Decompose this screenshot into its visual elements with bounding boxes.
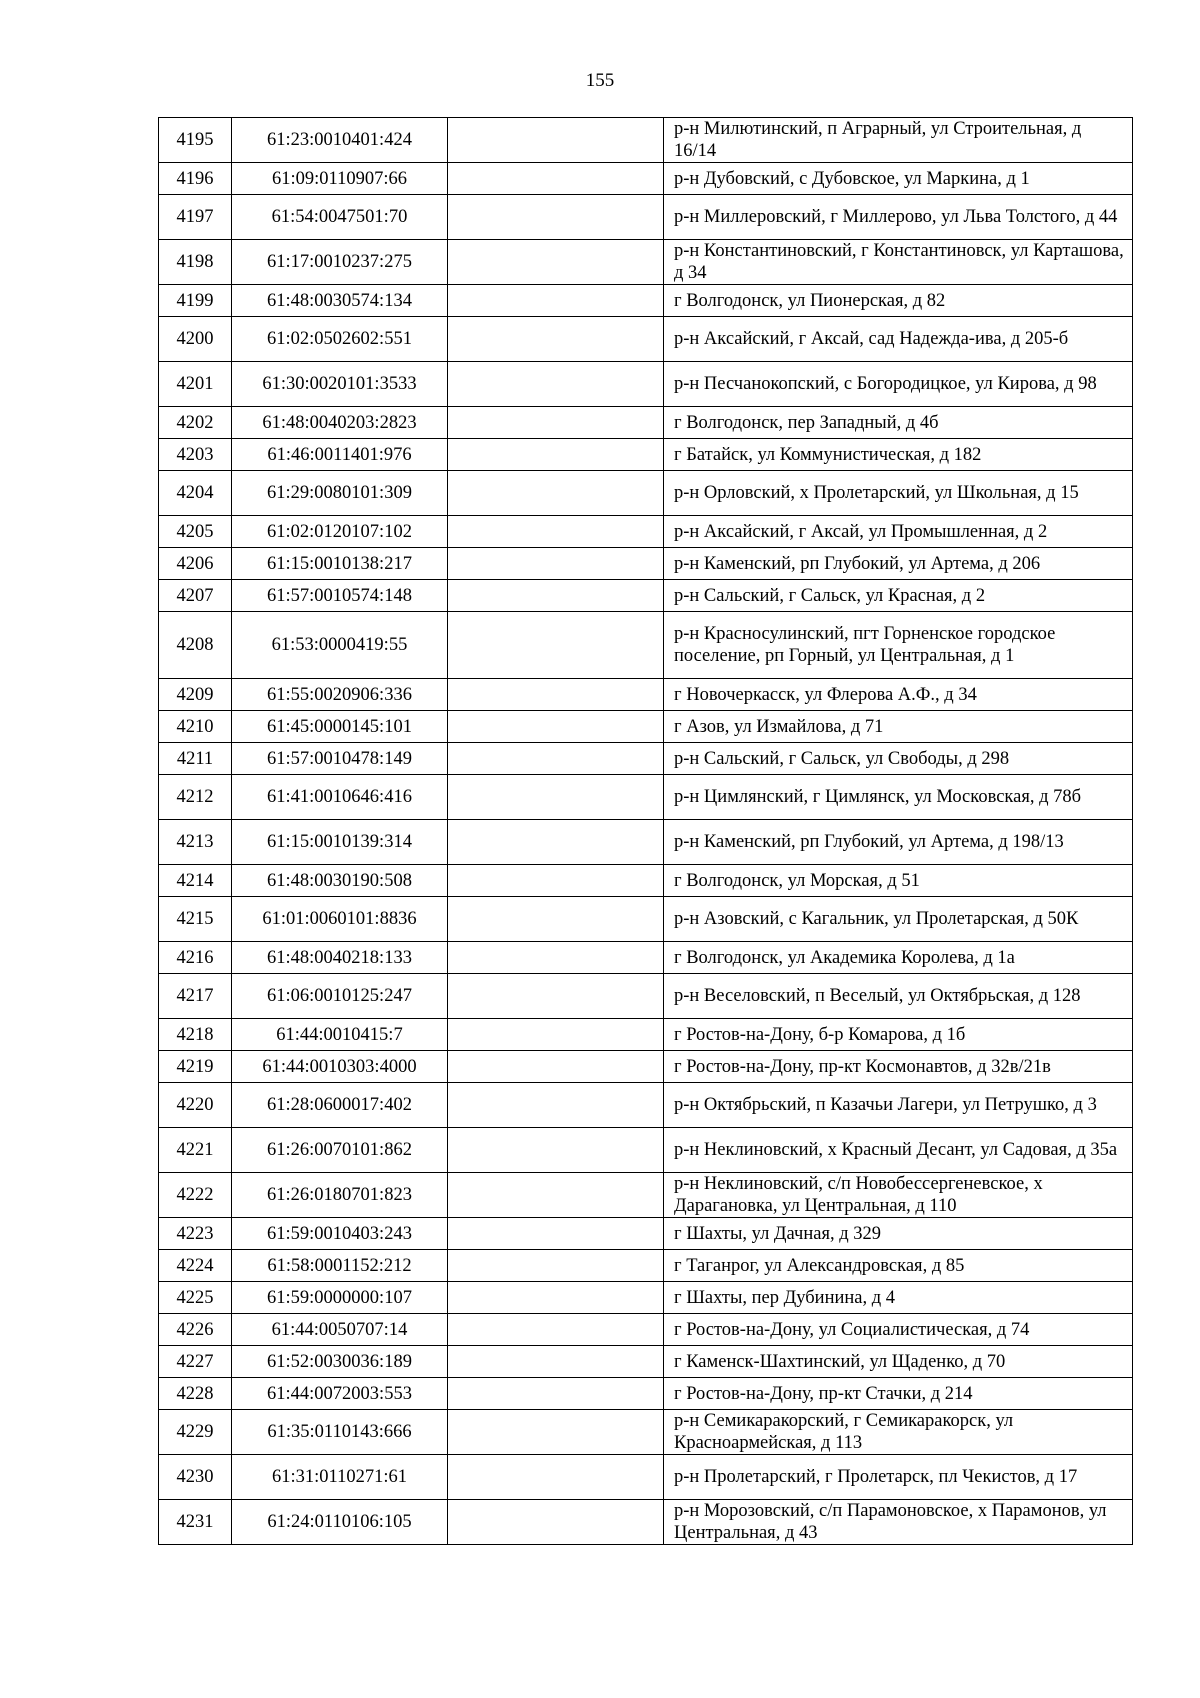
address-cell: р-н Милютинский, п Аграрный, ул Строительная, д 16/14 — [664, 118, 1133, 163]
empty-cell — [448, 548, 664, 580]
empty-cell — [448, 439, 664, 471]
table-row — [159, 580, 1133, 612]
row-number-cell: 4201 — [159, 362, 232, 407]
table-row — [159, 897, 1133, 942]
address-cell: р-н Дубовский, с Дубовское, ул Маркина, д 1 — [664, 163, 1133, 195]
cadastral-number-cell: 61:44:0010303:4000 — [232, 1051, 448, 1083]
cadastral-number-cell: 61:02:0502602:551 — [232, 317, 448, 362]
address-cell: р-н Неклиновский, х Красный Десант, ул Садовая, д 35а — [664, 1128, 1133, 1173]
empty-cell — [448, 711, 664, 743]
table-row — [159, 195, 1133, 240]
row-number-cell: 4208 — [159, 612, 232, 679]
empty-cell — [448, 195, 664, 240]
cadastral-number-cell: 61:23:0010401:424 — [232, 118, 448, 163]
address-cell: г Шахты, ул Дачная, д 329 — [664, 1218, 1133, 1250]
address-cell: р-н Каменский, рп Глубокий, ул Артема, д 198/13 — [664, 820, 1133, 865]
row-number-cell: 4215 — [159, 897, 232, 942]
address-cell: г Батайск, ул Коммунистическая, д 182 — [664, 439, 1133, 471]
cadastral-number-cell: 61:52:0030036:189 — [232, 1346, 448, 1378]
cadastral-number-cell: 61:59:0010403:243 — [232, 1218, 448, 1250]
table-row — [159, 1282, 1133, 1314]
address-cell: г Волгодонск, ул Академика Королева, д 1а — [664, 942, 1133, 974]
row-number-cell: 4227 — [159, 1346, 232, 1378]
table-row — [159, 1128, 1133, 1173]
address-cell: р-н Морозовский, с/п Парамоновское, х Парамонов, ул Центральная, д 43 — [664, 1500, 1133, 1545]
empty-cell — [448, 743, 664, 775]
cadastral-number-cell: 61:09:0110907:66 — [232, 163, 448, 195]
table-row — [159, 1019, 1133, 1051]
table-row — [159, 439, 1133, 471]
cadastral-number-cell: 61:57:0010574:148 — [232, 580, 448, 612]
table-row — [159, 285, 1133, 317]
address-cell: р-н Каменский, рп Глубокий, ул Артема, д 206 — [664, 548, 1133, 580]
cadastral-number-cell: 61:26:0180701:823 — [232, 1173, 448, 1218]
row-number-cell: 4204 — [159, 471, 232, 516]
cadastral-number-cell: 61:45:0000145:101 — [232, 711, 448, 743]
empty-cell — [448, 974, 664, 1019]
table-row — [159, 1455, 1133, 1500]
table-row — [159, 1500, 1133, 1545]
empty-cell — [448, 1282, 664, 1314]
empty-cell — [448, 240, 664, 285]
cadastral-number-cell: 61:44:0072003:553 — [232, 1378, 448, 1410]
cadastral-number-cell: 61:02:0120107:102 — [232, 516, 448, 548]
row-number-cell: 4195 — [159, 118, 232, 163]
empty-cell — [448, 1019, 664, 1051]
table-row — [159, 775, 1133, 820]
table-row — [159, 711, 1133, 743]
row-number-cell: 4230 — [159, 1455, 232, 1500]
cadastral-number-cell: 61:44:0050707:14 — [232, 1314, 448, 1346]
table-row — [159, 1314, 1133, 1346]
cadastral-number-cell: 61:01:0060101:8836 — [232, 897, 448, 942]
empty-cell — [448, 471, 664, 516]
row-number-cell: 4202 — [159, 407, 232, 439]
empty-cell — [448, 1314, 664, 1346]
table-row — [159, 612, 1133, 679]
row-number-cell: 4231 — [159, 1500, 232, 1545]
address-cell: р-н Азовский, с Кагальник, ул Пролетарская, д 50К — [664, 897, 1133, 942]
row-number-cell: 4223 — [159, 1218, 232, 1250]
address-cell: р-н Песчанокопский, с Богородицкое, ул Кирова, д 98 — [664, 362, 1133, 407]
cadastral-number-cell: 61:57:0010478:149 — [232, 743, 448, 775]
address-cell: г Таганрог, ул Александровская, д 85 — [664, 1250, 1133, 1282]
row-number-cell: 4226 — [159, 1314, 232, 1346]
table-row — [159, 1173, 1133, 1218]
row-number-cell: 4220 — [159, 1083, 232, 1128]
cadastral-number-cell: 61:55:0020906:336 — [232, 679, 448, 711]
cadastral-number-cell: 61:15:0010138:217 — [232, 548, 448, 580]
cadastral-number-cell: 61:17:0010237:275 — [232, 240, 448, 285]
address-cell: г Ростов-на-Дону, пр-кт Стачки, д 214 — [664, 1378, 1133, 1410]
row-number-cell: 4217 — [159, 974, 232, 1019]
row-number-cell: 4209 — [159, 679, 232, 711]
cadastral-number-cell: 61:59:0000000:107 — [232, 1282, 448, 1314]
page-number: 155 — [585, 70, 615, 91]
row-number-cell: 4225 — [159, 1282, 232, 1314]
row-number-cell: 4203 — [159, 439, 232, 471]
table-row — [159, 1051, 1133, 1083]
row-number-cell: 4210 — [159, 711, 232, 743]
table-row — [159, 317, 1133, 362]
row-number-cell: 4206 — [159, 548, 232, 580]
address-cell: г Волгодонск, ул Пионерская, д 82 — [664, 285, 1133, 317]
cadastral-number-cell: 61:48:0040218:133 — [232, 942, 448, 974]
empty-cell — [448, 580, 664, 612]
cadastral-number-cell: 61:30:0020101:3533 — [232, 362, 448, 407]
empty-cell — [448, 612, 664, 679]
cadastral-number-cell: 61:41:0010646:416 — [232, 775, 448, 820]
cadastral-number-cell: 61:24:0110106:105 — [232, 1500, 448, 1545]
empty-cell — [448, 1346, 664, 1378]
row-number-cell: 4219 — [159, 1051, 232, 1083]
cadastral-number-cell: 61:31:0110271:61 — [232, 1455, 448, 1500]
address-cell: р-н Неклиновский, с/п Новобессергеневское, х Дарагановка, ул Центральная, д 110 — [664, 1173, 1133, 1218]
address-cell: г Ростов-на-Дону, пр-кт Космонавтов, д 32в/21в — [664, 1051, 1133, 1083]
address-cell: р-н Миллеровский, г Миллерово, ул Льва Толстого, д 44 — [664, 195, 1133, 240]
row-number-cell: 4214 — [159, 865, 232, 897]
table-row — [159, 240, 1133, 285]
cadastral-number-cell: 61:46:0011401:976 — [232, 439, 448, 471]
table-row — [159, 516, 1133, 548]
address-cell: г Ростов-на-Дону, б-р Комарова, д 1б — [664, 1019, 1133, 1051]
cadastral-number-cell: 61:54:0047501:70 — [232, 195, 448, 240]
table-row — [159, 471, 1133, 516]
table-row — [159, 1250, 1133, 1282]
empty-cell — [448, 865, 664, 897]
empty-cell — [448, 1051, 664, 1083]
table-row — [159, 865, 1133, 897]
table-row — [159, 1378, 1133, 1410]
cadastral-number-cell: 61:44:0010415:7 — [232, 1019, 448, 1051]
empty-cell — [448, 1455, 664, 1500]
cadastral-number-cell: 61:26:0070101:862 — [232, 1128, 448, 1173]
address-cell: г Новочеркасск, ул Флерова А.Ф., д 34 — [664, 679, 1133, 711]
empty-cell — [448, 1500, 664, 1545]
empty-cell — [448, 1173, 664, 1218]
table-row — [159, 1083, 1133, 1128]
row-number-cell: 4216 — [159, 942, 232, 974]
table-row — [159, 1218, 1133, 1250]
empty-cell — [448, 1378, 664, 1410]
table-row — [159, 362, 1133, 407]
table-row — [159, 679, 1133, 711]
empty-cell — [448, 1128, 664, 1173]
empty-cell — [448, 1218, 664, 1250]
empty-cell — [448, 516, 664, 548]
address-cell: р-н Красносулинский, пгт Горненское городское поселение, рп Горный, ул Центральная, д 1 — [664, 612, 1133, 679]
address-cell: р-н Октябрьский, п Казачьи Лагери, ул Петрушко, д 3 — [664, 1083, 1133, 1128]
row-number-cell: 4228 — [159, 1378, 232, 1410]
empty-cell — [448, 1083, 664, 1128]
address-cell: р-н Сальский, г Сальск, ул Свободы, д 298 — [664, 743, 1133, 775]
property-registry-table — [158, 117, 1133, 1545]
cadastral-number-cell: 61:29:0080101:309 — [232, 471, 448, 516]
row-number-cell: 4205 — [159, 516, 232, 548]
table-row — [159, 407, 1133, 439]
table-row — [159, 1346, 1133, 1378]
address-cell: г Азов, ул Измайлова, д 71 — [664, 711, 1133, 743]
empty-cell — [448, 407, 664, 439]
table-row — [159, 118, 1133, 163]
registry-table-body — [159, 118, 1133, 1545]
cadastral-number-cell: 61:35:0110143:666 — [232, 1410, 448, 1455]
cadastral-number-cell: 61:53:0000419:55 — [232, 612, 448, 679]
row-number-cell: 4218 — [159, 1019, 232, 1051]
empty-cell — [448, 820, 664, 865]
row-number-cell: 4200 — [159, 317, 232, 362]
row-number-cell: 4196 — [159, 163, 232, 195]
row-number-cell: 4222 — [159, 1173, 232, 1218]
address-cell: р-н Сальский, г Сальск, ул Красная, д 2 — [664, 580, 1133, 612]
empty-cell — [448, 163, 664, 195]
empty-cell — [448, 1410, 664, 1455]
cadastral-number-cell: 61:15:0010139:314 — [232, 820, 448, 865]
address-cell: р-н Пролетарский, г Пролетарск, пл Чекистов, д 17 — [664, 1455, 1133, 1500]
table-row — [159, 548, 1133, 580]
table-row — [159, 163, 1133, 195]
empty-cell — [448, 897, 664, 942]
table-row — [159, 743, 1133, 775]
address-cell: р-н Семикаракорский, г Семикаракорск, ул Красноармейская, д 113 — [664, 1410, 1133, 1455]
row-number-cell: 4199 — [159, 285, 232, 317]
row-number-cell: 4213 — [159, 820, 232, 865]
empty-cell — [448, 317, 664, 362]
empty-cell — [448, 942, 664, 974]
row-number-cell: 4211 — [159, 743, 232, 775]
row-number-cell: 4229 — [159, 1410, 232, 1455]
address-cell: р-н Орловский, х Пролетарский, ул Школьная, д 15 — [664, 471, 1133, 516]
cadastral-number-cell: 61:48:0030574:134 — [232, 285, 448, 317]
address-cell: р-н Аксайский, г Аксай, ул Промышленная, д 2 — [664, 516, 1133, 548]
empty-cell — [448, 285, 664, 317]
row-number-cell: 4221 — [159, 1128, 232, 1173]
table-row — [159, 820, 1133, 865]
address-cell: г Волгодонск, ул Морская, д 51 — [664, 865, 1133, 897]
address-cell: г Каменск-Шахтинский, ул Щаденко, д 70 — [664, 1346, 1133, 1378]
empty-cell — [448, 362, 664, 407]
address-cell: р-н Константиновский, г Константиновск, ул Карташова, д 34 — [664, 240, 1133, 285]
row-number-cell: 4224 — [159, 1250, 232, 1282]
row-number-cell: 4207 — [159, 580, 232, 612]
address-cell: р-н Аксайский, г Аксай, сад Надежда-ива, д 205-б — [664, 317, 1133, 362]
row-number-cell: 4198 — [159, 240, 232, 285]
row-number-cell: 4212 — [159, 775, 232, 820]
cadastral-number-cell: 61:58:0001152:212 — [232, 1250, 448, 1282]
cadastral-number-cell: 61:48:0040203:2823 — [232, 407, 448, 439]
address-cell: г Шахты, пер Дубинина, д 4 — [664, 1282, 1133, 1314]
empty-cell — [448, 775, 664, 820]
empty-cell — [448, 679, 664, 711]
cadastral-number-cell: 61:48:0030190:508 — [232, 865, 448, 897]
empty-cell — [448, 1250, 664, 1282]
address-cell: г Волгодонск, пер Западный, д 4б — [664, 407, 1133, 439]
table-row — [159, 1410, 1133, 1455]
address-cell: г Ростов-на-Дону, ул Социалистическая, д 74 — [664, 1314, 1133, 1346]
table-row — [159, 942, 1133, 974]
address-cell: р-н Веселовский, п Веселый, ул Октябрьская, д 128 — [664, 974, 1133, 1019]
cadastral-number-cell: 61:28:0600017:402 — [232, 1083, 448, 1128]
table-row — [159, 974, 1133, 1019]
cadastral-number-cell: 61:06:0010125:247 — [232, 974, 448, 1019]
address-cell: р-н Цимлянский, г Цимлянск, ул Московская, д 78б — [664, 775, 1133, 820]
empty-cell — [448, 118, 664, 163]
row-number-cell: 4197 — [159, 195, 232, 240]
